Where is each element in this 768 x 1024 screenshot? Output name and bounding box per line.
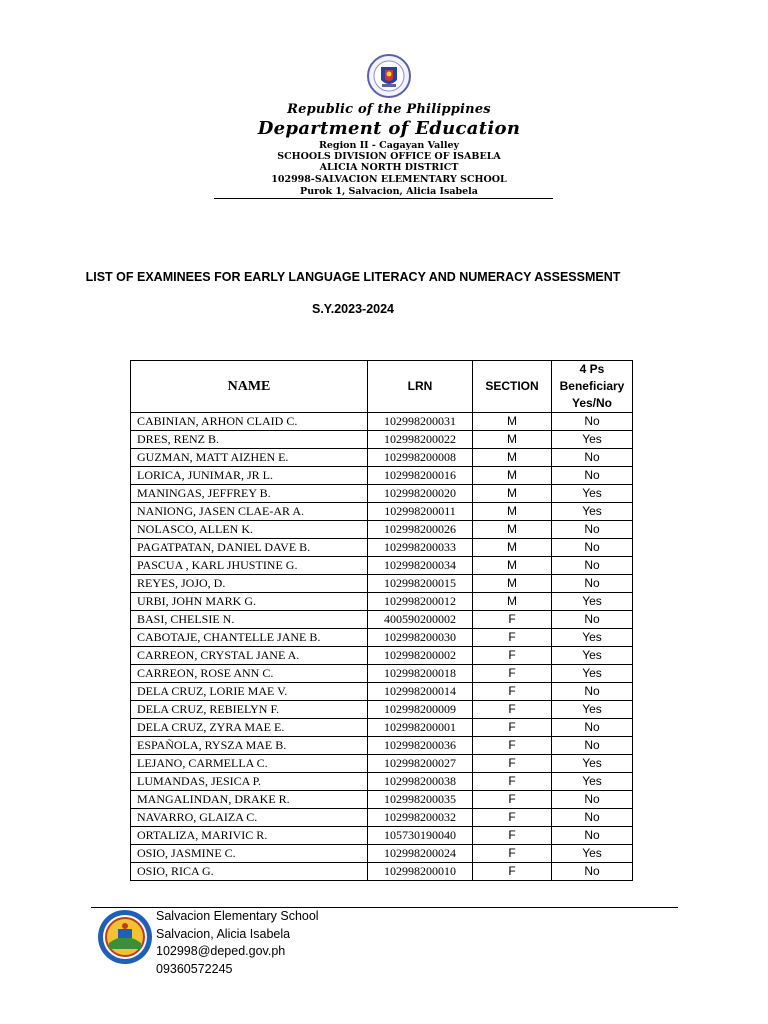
cell-name: BASI, CHELSIE N. xyxy=(131,611,368,629)
cell-lrn: 102998200011 xyxy=(368,503,473,521)
cell-section: M xyxy=(473,431,552,449)
letterhead-region: Region II - Cagayan Valley xyxy=(318,140,460,151)
letterhead-division: SCHOOLS DIVISION OFFICE OF ISABELA xyxy=(277,151,501,162)
cell-4ps: No xyxy=(552,575,633,593)
table-row xyxy=(131,557,633,575)
cell-section: F xyxy=(473,719,552,737)
cell-4ps: No xyxy=(552,863,633,881)
table-row xyxy=(131,629,633,647)
header-4ps-line1: 4 Ps xyxy=(579,362,605,376)
table-row xyxy=(131,683,633,701)
cell-lrn: 102998200036 xyxy=(368,737,473,755)
cell-section: M xyxy=(473,503,552,521)
cell-lrn: 400590200002 xyxy=(368,611,473,629)
cell-section: M xyxy=(473,449,552,467)
cell-name: DELA CRUZ, ZYRA MAE E. xyxy=(131,719,368,737)
cell-4ps: Yes xyxy=(552,665,633,683)
cell-4ps: No xyxy=(552,521,633,539)
cell-lrn: 102998200027 xyxy=(368,755,473,773)
cell-name: CARREON, ROSE ANN C. xyxy=(131,665,368,683)
footer-phone: 09360572245 xyxy=(156,961,233,976)
cell-section: F xyxy=(473,665,552,683)
table-row xyxy=(131,593,633,611)
cell-name: NANIONG, JASEN CLAE-AR A. xyxy=(131,503,368,521)
cell-lrn: 102998200020 xyxy=(368,485,473,503)
table-row xyxy=(131,845,633,863)
cell-section: F xyxy=(473,809,552,827)
table-row xyxy=(131,575,633,593)
table-row xyxy=(131,467,633,485)
cell-name: REYES, JOJO, D. xyxy=(131,575,368,593)
cell-4ps: No xyxy=(552,827,633,845)
table-row xyxy=(131,539,633,557)
table-body xyxy=(131,413,633,881)
cell-4ps: No xyxy=(552,719,633,737)
cell-4ps: No xyxy=(552,539,633,557)
letterhead-school: 102998-SALVACION ELEMENTARY SCHOOL xyxy=(271,174,507,185)
cell-4ps: Yes xyxy=(552,773,633,791)
cell-section: F xyxy=(473,791,552,809)
cell-lrn: 102998200012 xyxy=(368,593,473,611)
cell-name: LORICA, JUNIMAR, JR L. xyxy=(131,467,368,485)
cell-lrn: 102998200022 xyxy=(368,431,473,449)
cell-lrn: 102998200026 xyxy=(368,521,473,539)
cell-name: DRES, RENZ B. xyxy=(131,431,368,449)
cell-lrn: 102998200014 xyxy=(368,683,473,701)
table-row xyxy=(131,647,633,665)
cell-section: F xyxy=(473,737,552,755)
cell-name: DELA CRUZ, LORIE MAE V. xyxy=(131,683,368,701)
cell-lrn: 102998200009 xyxy=(368,701,473,719)
cell-lrn: 102998200031 xyxy=(368,413,473,431)
cell-4ps: No xyxy=(552,683,633,701)
deped-seal-icon xyxy=(361,53,417,99)
cell-section: F xyxy=(473,611,552,629)
document-title: LIST OF EXAMINEES FOR EARLY LANGUAGE LITERACY AND NUMERACY ASSESSMENT xyxy=(85,270,621,284)
table-row xyxy=(131,773,633,791)
cell-4ps: Yes xyxy=(552,845,633,863)
cell-section: F xyxy=(473,827,552,845)
cell-4ps: Yes xyxy=(552,485,633,503)
table-row xyxy=(131,485,633,503)
table-row xyxy=(131,503,633,521)
cell-name: OSIO, JASMINE C. xyxy=(131,845,368,863)
table-row xyxy=(131,737,633,755)
cell-name: NOLASCO, ALLEN K. xyxy=(131,521,368,539)
cell-lrn: 102998200010 xyxy=(368,863,473,881)
cell-lrn: 102998200016 xyxy=(368,467,473,485)
cell-name: MANINGAS, JEFFREY B. xyxy=(131,485,368,503)
cell-section: M xyxy=(473,557,552,575)
cell-4ps: Yes xyxy=(552,431,633,449)
cell-name: NAVARRO, GLAIZA C. xyxy=(131,809,368,827)
cell-lrn: 102998200024 xyxy=(368,845,473,863)
cell-name: MANGALINDAN, DRAKE R. xyxy=(131,791,368,809)
cell-section: F xyxy=(473,647,552,665)
cell-lrn: 105730190040 xyxy=(368,827,473,845)
table-row xyxy=(131,827,633,845)
cell-section: M xyxy=(473,593,552,611)
cell-lrn: 102998200034 xyxy=(368,557,473,575)
table-row xyxy=(131,449,633,467)
cell-lrn: 102998200015 xyxy=(368,575,473,593)
header-4ps-line3: Yes/No xyxy=(571,396,613,410)
cell-section: M xyxy=(473,575,552,593)
cell-4ps: No xyxy=(552,467,633,485)
cell-section: F xyxy=(473,683,552,701)
table-row xyxy=(131,719,633,737)
cell-section: M xyxy=(473,413,552,431)
cell-lrn: 102998200001 xyxy=(368,719,473,737)
table-row xyxy=(131,755,633,773)
table-row xyxy=(131,809,633,827)
cell-name: OSIO, RICA G. xyxy=(131,863,368,881)
cell-4ps: Yes xyxy=(552,755,633,773)
header-name: NAME xyxy=(131,361,368,413)
table-row xyxy=(131,863,633,881)
cell-lrn: 102998200032 xyxy=(368,809,473,827)
header-4ps-line2: Beneficiary xyxy=(559,379,625,393)
table-row xyxy=(131,665,633,683)
header-section: SECTION xyxy=(473,361,552,413)
header-4ps xyxy=(552,361,633,413)
cell-section: F xyxy=(473,863,552,881)
header-lrn: LRN xyxy=(368,361,473,413)
cell-name: LEJANO, CARMELLA C. xyxy=(131,755,368,773)
cell-section: M xyxy=(473,521,552,539)
cell-section: F xyxy=(473,755,552,773)
table-row xyxy=(131,413,633,431)
cell-4ps: Yes xyxy=(552,503,633,521)
cell-4ps: No xyxy=(552,737,633,755)
cell-name: LUMANDAS, JESICA P. xyxy=(131,773,368,791)
cell-lrn: 102998200030 xyxy=(368,629,473,647)
cell-4ps: Yes xyxy=(552,701,633,719)
table-row xyxy=(131,791,633,809)
cell-name: PAGATPATAN, DANIEL DAVE B. xyxy=(131,539,368,557)
cell-4ps: No xyxy=(552,791,633,809)
cell-lrn: 102998200018 xyxy=(368,665,473,683)
letterhead-district: ALICIA NORTH DISTRICT xyxy=(319,162,459,173)
cell-section: F xyxy=(473,845,552,863)
letterhead-divider xyxy=(214,198,553,199)
cell-4ps: No xyxy=(552,611,633,629)
cell-4ps: Yes xyxy=(552,647,633,665)
cell-name: CARREON, CRYSTAL JANE A. xyxy=(131,647,368,665)
letterhead-address: Purok 1, Salvacion, Alicia Isabela xyxy=(300,186,478,197)
cell-4ps: No xyxy=(552,449,633,467)
cell-4ps: Yes xyxy=(552,629,633,647)
cell-section: F xyxy=(473,629,552,647)
examinees-table xyxy=(130,360,633,881)
letterhead-department: Department of Education xyxy=(257,118,521,139)
cell-4ps: No xyxy=(552,557,633,575)
footer-contact xyxy=(156,908,319,978)
table-row xyxy=(131,521,633,539)
cell-name: ESPAÑOLA, RYSZA MAE B. xyxy=(131,737,368,755)
cell-lrn: 102998200035 xyxy=(368,791,473,809)
table-row xyxy=(131,701,633,719)
cell-4ps: Yes xyxy=(552,593,633,611)
cell-lrn: 102998200008 xyxy=(368,449,473,467)
cell-name: GUZMAN, MATT AIZHEN E. xyxy=(131,449,368,467)
cell-lrn: 102998200002 xyxy=(368,647,473,665)
cell-4ps: No xyxy=(552,413,633,431)
cell-name: CABINIAN, ARHON CLAID C. xyxy=(131,413,368,431)
cell-4ps: No xyxy=(552,809,633,827)
cell-section: M xyxy=(473,539,552,557)
cell-name: DELA CRUZ, REBIELYN F. xyxy=(131,701,368,719)
school-year: S.Y.2023-2024 xyxy=(311,302,394,316)
table-row xyxy=(131,611,633,629)
cell-name: PASCUA , KARL JHUSTINE G. xyxy=(131,557,368,575)
cell-name: ORTALIZA, MARIVIC R. xyxy=(131,827,368,845)
table-header-row xyxy=(131,361,633,413)
table-row xyxy=(131,431,633,449)
footer-email[interactable]: 102998@deped.gov.ph xyxy=(156,944,286,958)
footer-school-name: Salvacion Elementary School xyxy=(156,909,319,923)
cell-lrn: 102998200038 xyxy=(368,773,473,791)
cell-name: CABOTAJE, CHANTELLE JANE B. xyxy=(131,629,368,647)
cell-lrn: 102998200033 xyxy=(368,539,473,557)
footer-address: Salvacion, Alicia Isabela xyxy=(156,926,291,941)
letterhead-republic: Republic of the Philippines xyxy=(287,102,491,117)
cell-section: F xyxy=(473,773,552,791)
cell-section: F xyxy=(473,701,552,719)
cell-name: URBI, JOHN MARK G. xyxy=(131,593,368,611)
cell-section: M xyxy=(473,485,552,503)
school-logo-icon xyxy=(97,909,153,965)
cell-section: M xyxy=(473,467,552,485)
